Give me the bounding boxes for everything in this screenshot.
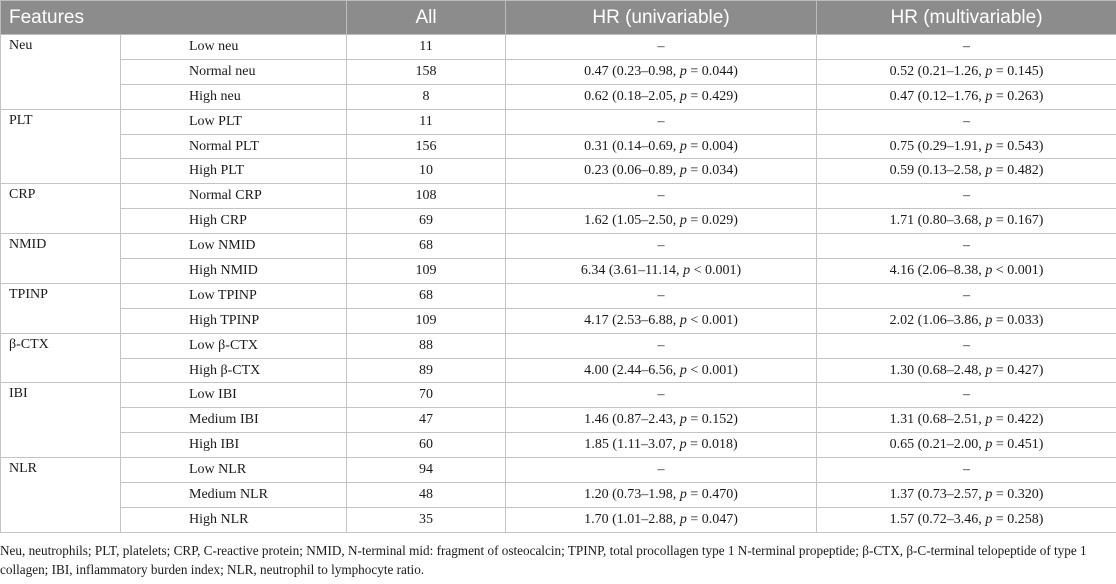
table-row [1,84,1116,109]
hr-multivariable-cell: 1.71 (0.80–3.68, p = 0.167) [817,209,1116,234]
hr-univariable-cell: 4.00 (2.44–6.56, p < 0.001) [506,358,817,383]
hr-multivariable-cell: 0.75 (0.29–1.91, p = 0.543) [817,134,1116,159]
count-all-cell: 11 [347,35,506,60]
hr-univariable-cell: 4.17 (2.53–6.88, p < 0.001) [506,308,817,333]
category-label: High TPINP [121,308,347,333]
category-label: High NMID [121,259,347,284]
table-row [1,109,1116,134]
table-row [1,333,1116,358]
hr-multivariable-cell: 1.57 (0.72–3.46, p = 0.258) [817,507,1116,532]
count-all-cell: 47 [347,408,506,433]
hr-univariable-cell: 0.23 (0.06–0.89, p = 0.034) [506,159,817,184]
header-hr-univariable: HR (univariable) [506,1,817,35]
hr-univariable-cell: – [506,35,817,60]
hr-multivariable-cell: – [817,109,1116,134]
table-footnote: Neu, neutrophils; PLT, platelets; CRP, C-reactive protein; NMID, N-terminal mid: fragment of osteocalcin; TPINP, total procollagen type 1 N-terminal propeptide; β-CTX, β-C-terminal telopeptide of type 1 collagen; IBI, inflammatory burden index; NLR, neutrophil to lymphocyte ratio. [0,543,1087,577]
count-all-cell: 94 [347,458,506,483]
category-label: Low TPINP [121,283,347,308]
feature-group-label: NMID [1,234,121,284]
category-label: High β-CTX [121,358,347,383]
table-row [1,483,1116,508]
table-row [1,184,1116,209]
table-row [1,234,1116,259]
count-all-cell: 68 [347,283,506,308]
hr-multivariable-cell: – [817,184,1116,209]
hr-multivariable-cell: 2.02 (1.06–3.86, p = 0.033) [817,308,1116,333]
hr-multivariable-cell: – [817,333,1116,358]
count-all-cell: 70 [347,383,506,408]
category-label: High CRP [121,209,347,234]
hr-multivariable-cell: – [817,283,1116,308]
table-row [1,209,1116,234]
category-label: Medium NLR [121,483,347,508]
hr-univariable-cell: 1.46 (0.87–2.43, p = 0.152) [506,408,817,433]
hr-univariable-cell: – [506,283,817,308]
hr-multivariable-cell: – [817,234,1116,259]
hr-univariable-cell: – [506,383,817,408]
hr-univariable-cell: 6.34 (3.61–11.14, p < 0.001) [506,259,817,284]
category-label: Normal CRP [121,184,347,209]
header-features: Features [1,1,347,35]
count-all-cell: 68 [347,234,506,259]
table-row [1,358,1116,383]
category-label: High neu [121,84,347,109]
hr-univariable-cell: – [506,109,817,134]
count-all-cell: 156 [347,134,506,159]
feature-group-label: NLR [1,458,121,533]
hr-multivariable-cell: – [817,35,1116,60]
hr-univariable-cell: 0.47 (0.23–0.98, p = 0.044) [506,59,817,84]
count-all-cell: 158 [347,59,506,84]
feature-group-label: PLT [1,109,121,184]
feature-group-label: IBI [1,383,121,458]
hr-univariable-cell: 0.62 (0.18–2.05, p = 0.429) [506,84,817,109]
hr-univariable-cell: – [506,333,817,358]
hr-multivariable-cell: 0.52 (0.21–1.26, p = 0.145) [817,59,1116,84]
hr-multivariable-cell: 0.47 (0.12–1.76, p = 0.263) [817,84,1116,109]
category-label: Low NMID [121,234,347,259]
count-all-cell: 35 [347,507,506,532]
category-label: Low neu [121,35,347,60]
count-all-cell: 48 [347,483,506,508]
header-row [1,1,1116,35]
hr-univariable-cell: 1.20 (0.73–1.98, p = 0.470) [506,483,817,508]
hr-multivariable-cell: 1.37 (0.73–2.57, p = 0.320) [817,483,1116,508]
hr-multivariable-cell: 0.65 (0.21–2.00, p = 0.451) [817,433,1116,458]
category-label: Low β-CTX [121,333,347,358]
hr-univariable-cell: – [506,184,817,209]
feature-group-label: Neu [1,35,121,110]
category-label: High IBI [121,433,347,458]
category-label: Low NLR [121,458,347,483]
table-row [1,259,1116,284]
hr-univariable-cell: 1.62 (1.05–2.50, p = 0.029) [506,209,817,234]
header-hr-multivariable: HR (multivariable) [817,1,1116,35]
hr-univariable-cell: – [506,234,817,259]
category-label: Normal neu [121,59,347,84]
count-all-cell: 88 [347,333,506,358]
category-label: Medium IBI [121,408,347,433]
table-row [1,283,1116,308]
feature-group-label: TPINP [1,283,121,333]
count-all-cell: 8 [347,84,506,109]
feature-group-label: β-CTX [1,333,121,383]
count-all-cell: 109 [347,308,506,333]
table-row [1,408,1116,433]
category-label: Low PLT [121,109,347,134]
table-row [1,159,1116,184]
feature-group-label: CRP [1,184,121,234]
hr-multivariable-cell: 0.59 (0.13–2.58, p = 0.482) [817,159,1116,184]
category-label: Low IBI [121,383,347,408]
hr-univariable-cell: 1.70 (1.01–2.88, p = 0.047) [506,507,817,532]
hr-univariable-cell: – [506,458,817,483]
hr-multivariable-cell: 4.16 (2.06–8.38, p < 0.001) [817,259,1116,284]
hr-multivariable-cell: – [817,458,1116,483]
table-row [1,308,1116,333]
count-all-cell: 11 [347,109,506,134]
hr-multivariable-cell: 1.30 (0.68–2.48, p = 0.427) [817,358,1116,383]
count-all-cell: 60 [347,433,506,458]
table-row [1,507,1116,532]
count-all-cell: 10 [347,159,506,184]
hr-univariable-cell: 1.85 (1.11–3.07, p = 0.018) [506,433,817,458]
category-label: High NLR [121,507,347,532]
count-all-cell: 69 [347,209,506,234]
hr-univariable-cell: 0.31 (0.14–0.69, p = 0.004) [506,134,817,159]
table-row [1,59,1116,84]
count-all-cell: 108 [347,184,506,209]
table-body [1,35,1116,533]
table-row [1,433,1116,458]
hr-multivariable-cell: – [817,383,1116,408]
table-row [1,35,1116,60]
category-label: Normal PLT [121,134,347,159]
table-row [1,458,1116,483]
table-row [1,383,1116,408]
hr-multivariable-cell: 1.31 (0.68–2.51, p = 0.422) [817,408,1116,433]
count-all-cell: 89 [347,358,506,383]
header-all: All [347,1,506,35]
table-row [1,134,1116,159]
count-all-cell: 109 [347,259,506,284]
category-label: High PLT [121,159,347,184]
